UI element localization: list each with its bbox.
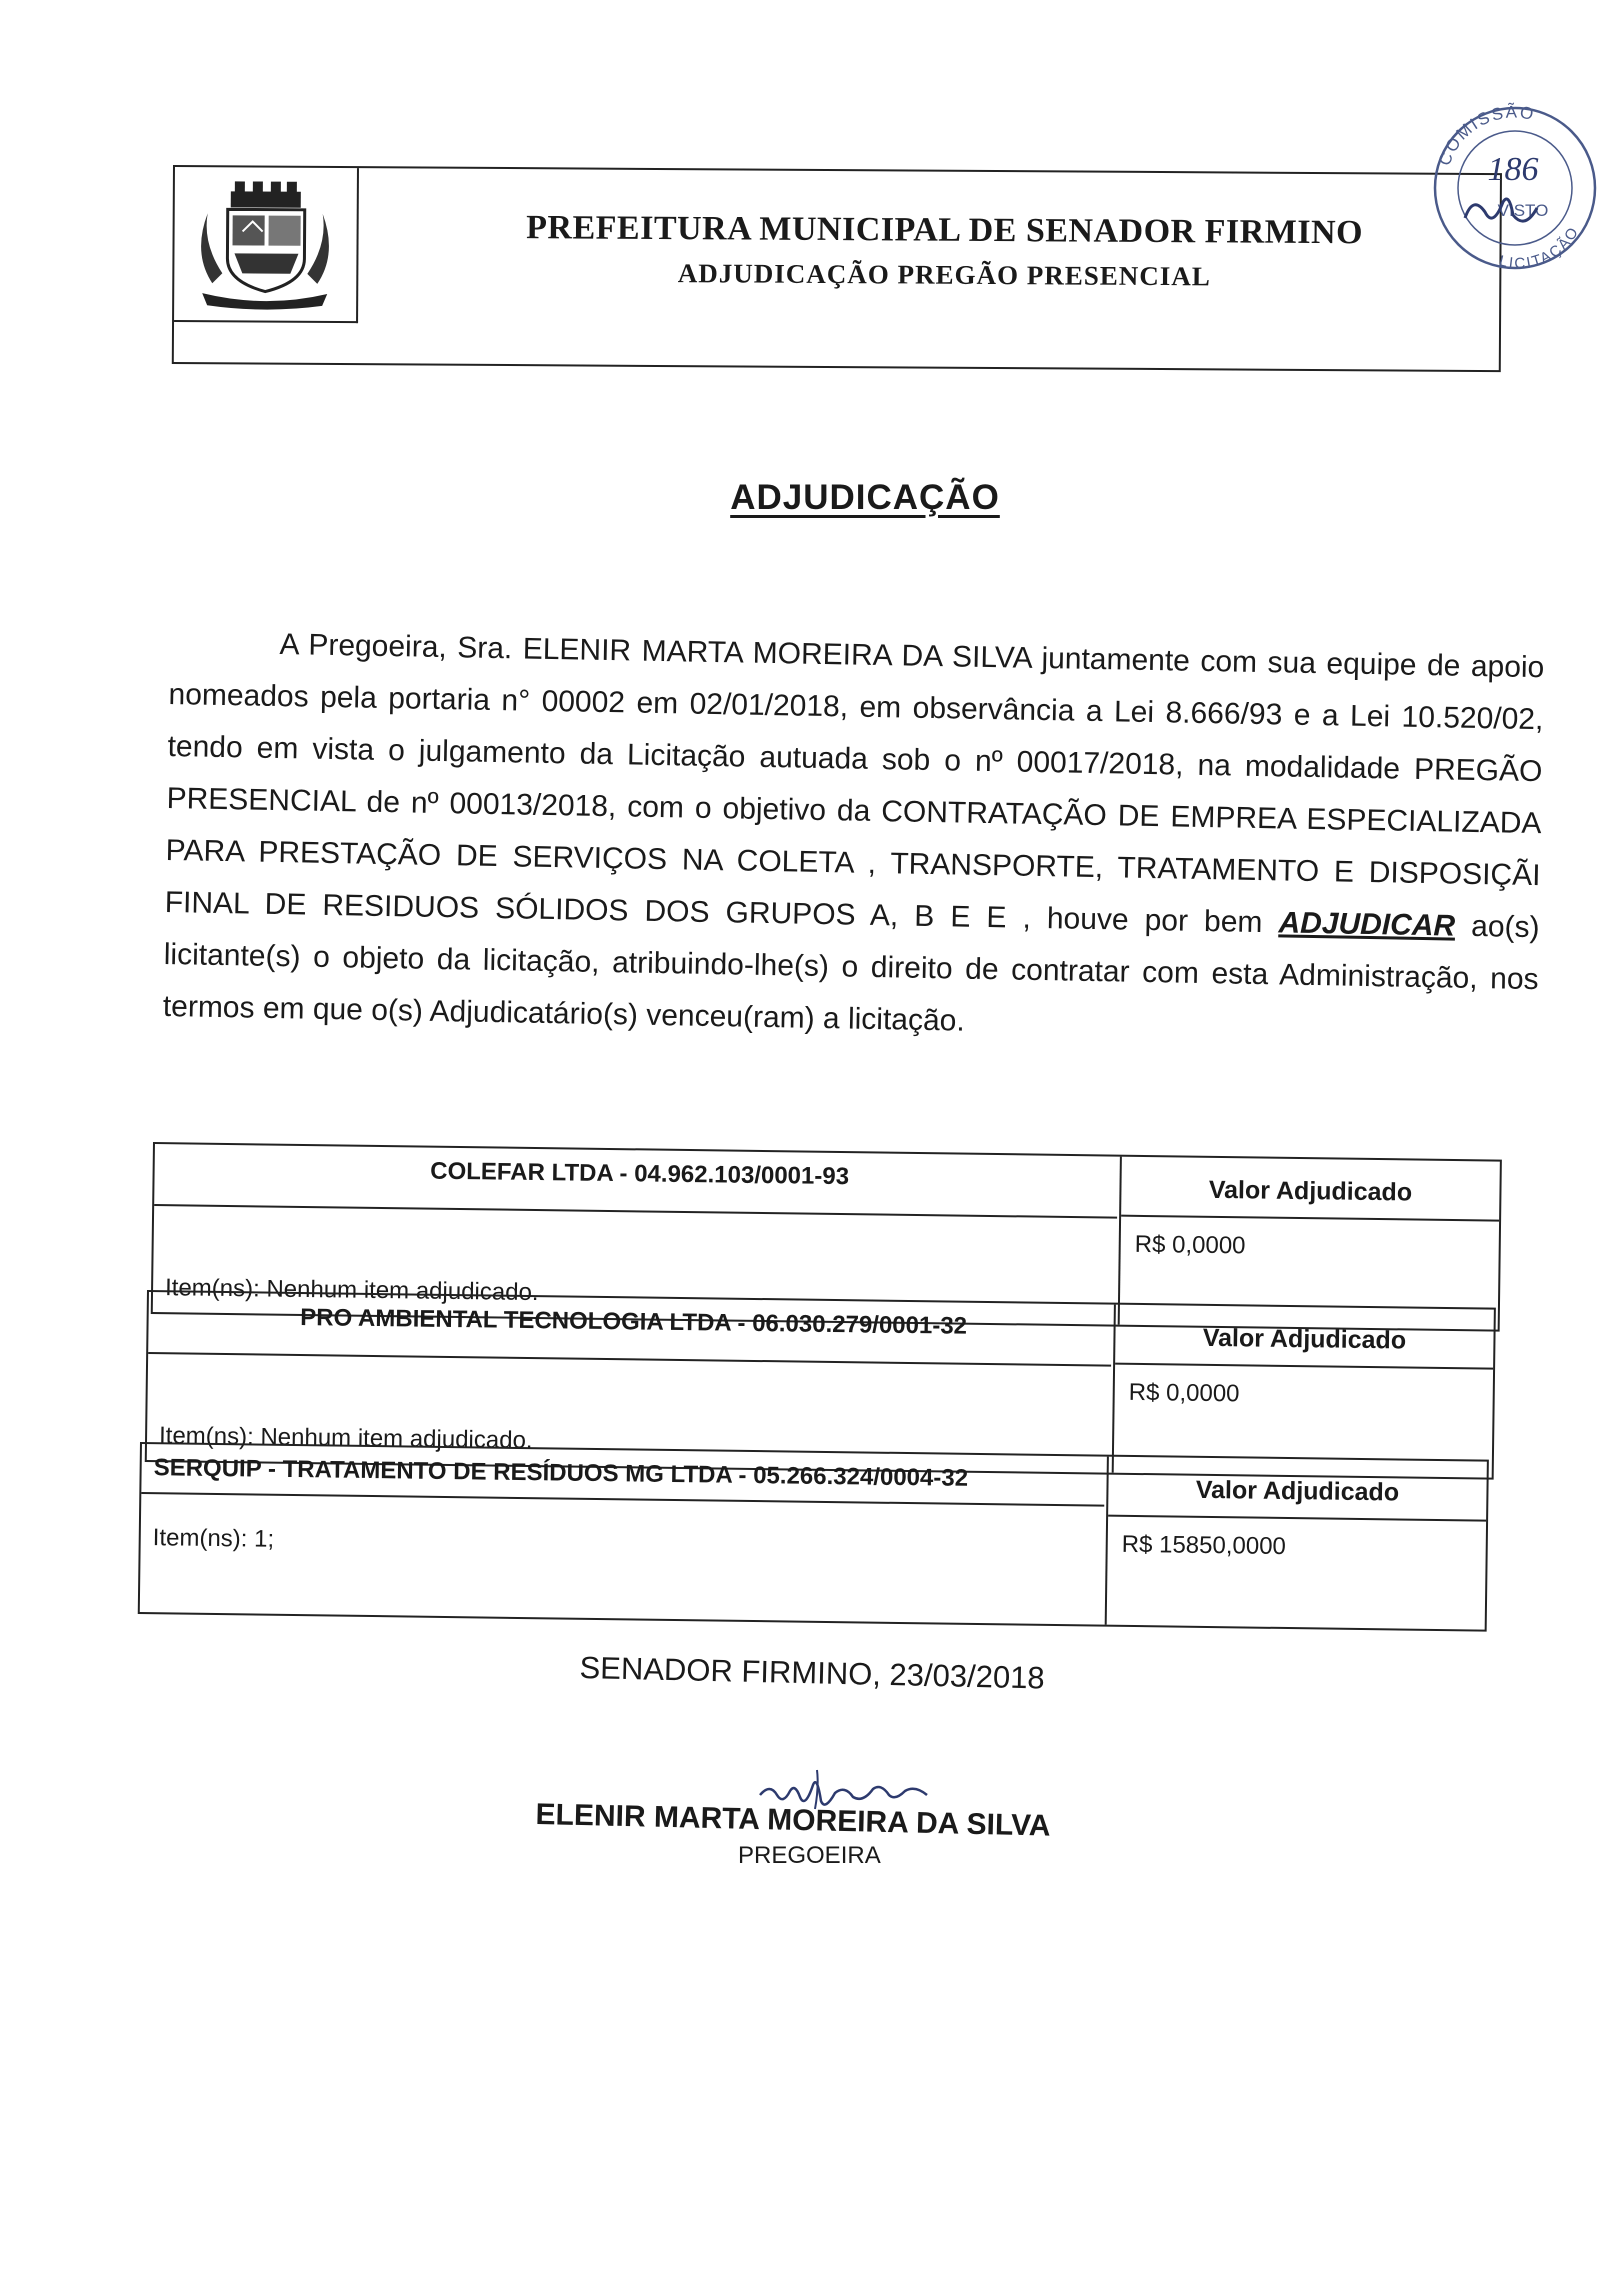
value-label: Valor Adjudicado <box>1208 1175 1413 1207</box>
stamp-number: 186 <box>1487 151 1539 188</box>
commission-stamp-icon <box>1425 100 1600 275</box>
winner-company-name: COLEFAR LTDA - 04.962.103/0001-93 <box>430 1157 850 1191</box>
letterhead <box>172 165 1502 372</box>
place-date: SENADOR FIRMINO, 23/03/2018 <box>579 1650 1046 1696</box>
municipality-title: PREFEITURA MUNICIPAL DE SENADOR FIRMINO <box>526 209 1364 252</box>
adjudication-paragraph <box>162 617 1544 1058</box>
crest-box <box>174 167 359 323</box>
winner-items: Item(ns): Nenhum item adjudicado. <box>164 1274 539 1307</box>
value-label: Valor Adjudicado <box>1202 1323 1407 1355</box>
value-amount: R$ 0,0000 <box>1134 1230 1246 1260</box>
winner-company-name: PRO AMBIENTAL TECNOLOGIA LTDA - 06.030.279/0001-32 <box>300 1304 968 1340</box>
stamp-middle-text: VISTO <box>1497 201 1549 220</box>
signer-name: ELENIR MARTA MOREIRA DA SILVA <box>535 1798 1051 1843</box>
signer-role: PREGOEIRA <box>738 1842 881 1869</box>
winner-items: Item(ns): 1; <box>152 1524 275 1553</box>
document-type-subtitle: ADJUDICAÇÃO PREGÃO PRESENCIAL <box>677 258 1211 292</box>
paragraph-text-after: ao(s) licitante(s) o objeto da licitação, atribuindo-lhe(s) o direito de contratar com esta Administração, nos termos em que o(s) Adjudicatário(s) venceu(ram) a licitação. <box>162 909 1540 1038</box>
winner-block <box>138 1442 1489 1632</box>
value-cell <box>1112 1305 1494 1478</box>
svg-text:LICITAÇÃO <box>1497 223 1582 272</box>
winner-company-name: SERQUIP - TRATAMENTO DE RESÍDUOS MG LTDA - 05.266.324/0004-32 <box>153 1454 969 1492</box>
stamp-top-text: COMISSÃO <box>1434 102 1537 169</box>
stamp-bottom-text: LICITAÇÃO <box>1497 223 1583 273</box>
value-amount: R$ 15850,0000 <box>1121 1530 1287 1561</box>
value-cell <box>1105 1457 1487 1630</box>
municipal-crest-icon <box>182 173 348 314</box>
paragraph-text-before: A Pregoeira, Sra. ELENIR MARTA MOREIRA DA SILVA juntamente com sua equipe de apoio nomeados pela portaria n° 00002 em 02/01/2018, em observância a Lei 8.666/93 e a Lei 10.520/02, tendo em vista o julgamento da Licitação autuada sob o nº 00017/2018, na modalidade PREGÃO PRESENCIAL de nº 00013/2018, com o objetivo da CONTRATAÇÃO DE EMPREA ESPECIALIZADA PARA PRESTAÇÃO DE SERVIÇOS NA COLETA , TRANSPORTE, TRATAMENTO E DISPOSIÇÃI FINAL DE RESIDUOS SÓLIDOS DOS GRUPOS A, B E E , houve por bem <box>164 628 1545 940</box>
value-amount: R$ 0,0000 <box>1128 1378 1240 1408</box>
winner-items: Item(ns): Nenhum item adjudicado. <box>158 1422 533 1455</box>
value-label: Valor Adjudicado <box>1195 1475 1400 1507</box>
document-heading: ADJUDICAÇÃO <box>730 478 1000 517</box>
adjudicar-emphasis: ADJUDICAR <box>1278 906 1456 943</box>
